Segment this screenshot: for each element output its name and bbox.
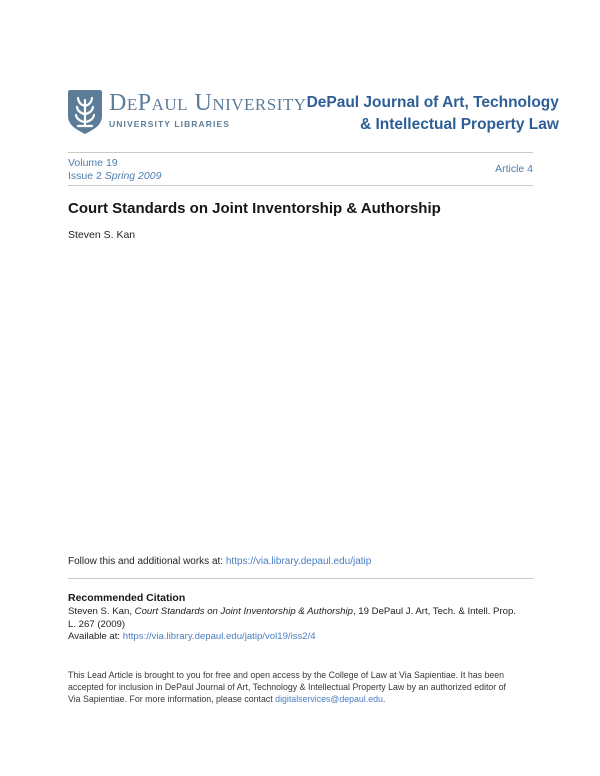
issue-info-row xyxy=(68,157,533,182)
article-number-label: Article 4 xyxy=(495,163,533,176)
citation-available-prefix: Available at: xyxy=(68,631,123,643)
header xyxy=(68,90,559,136)
issue-number: Issue 2 xyxy=(68,169,105,182)
recommended-citation-body xyxy=(68,606,546,644)
footer-email-link[interactable]: digitalservices@depaul.edu xyxy=(275,694,383,705)
follow-works-prefix: Follow this and additional works at: xyxy=(68,556,226,567)
divider-citation xyxy=(68,578,533,579)
article-author: Steven S. Kan xyxy=(68,229,136,241)
citation-author: Steven S. Kan, xyxy=(68,606,135,617)
journal-title-line2: & Intellectual Property Law xyxy=(359,116,559,133)
footer-line2: accepted for inclusion in DePaul Journal of Art, Technology & Intellectual Property Law by an authorized editor of xyxy=(68,682,506,693)
follow-works-link[interactable]: https://via.library.depaul.edu/jatip xyxy=(225,556,372,567)
follow-works-line xyxy=(68,556,533,567)
volume-issue-block xyxy=(68,157,161,182)
footer-access-note xyxy=(68,669,546,706)
article-title: Court Standards on Joint Inventorship & Authorship xyxy=(68,200,441,217)
citation-available-link[interactable]: https://via.library.depaul.edu/jatip/vol19/iss2/4 xyxy=(122,631,316,643)
volume-label: Volume 19 xyxy=(68,157,118,169)
journal-title xyxy=(307,90,559,136)
issue-label xyxy=(68,170,161,183)
issue-season: Spring 2009 xyxy=(104,169,162,182)
recommended-citation-heading: Recommended Citation xyxy=(68,592,186,604)
journal-title-line1: DePaul Journal of Art, Technology xyxy=(306,94,559,111)
divider-top xyxy=(68,152,533,153)
logo-institution-name: DePaul University xyxy=(109,90,307,116)
citation-page-year: L. 267 (2009) xyxy=(68,618,126,630)
logo-wordmark xyxy=(109,90,307,129)
citation-reporter: , 19 DePaul J. Art, Tech. & Intell. Prop. xyxy=(352,606,516,617)
footer-line3-suffix: . xyxy=(382,694,386,705)
footer-line1: This Lead Article is brought to you for free and open access by the College of Law at Via Sapientiae. It has been xyxy=(68,670,505,680)
logo-libraries-label: UNIVERSITY LIBRARIES xyxy=(109,119,231,129)
citation-article-title: Court Standards on Joint Inventorship & Authorship xyxy=(134,606,353,617)
depaul-tree-shield-icon xyxy=(68,90,102,134)
depaul-libraries-logo xyxy=(68,90,307,134)
divider-issue xyxy=(68,185,533,186)
footer-line3-prefix: Via Sapientiae. For more information, please contact xyxy=(68,694,276,705)
